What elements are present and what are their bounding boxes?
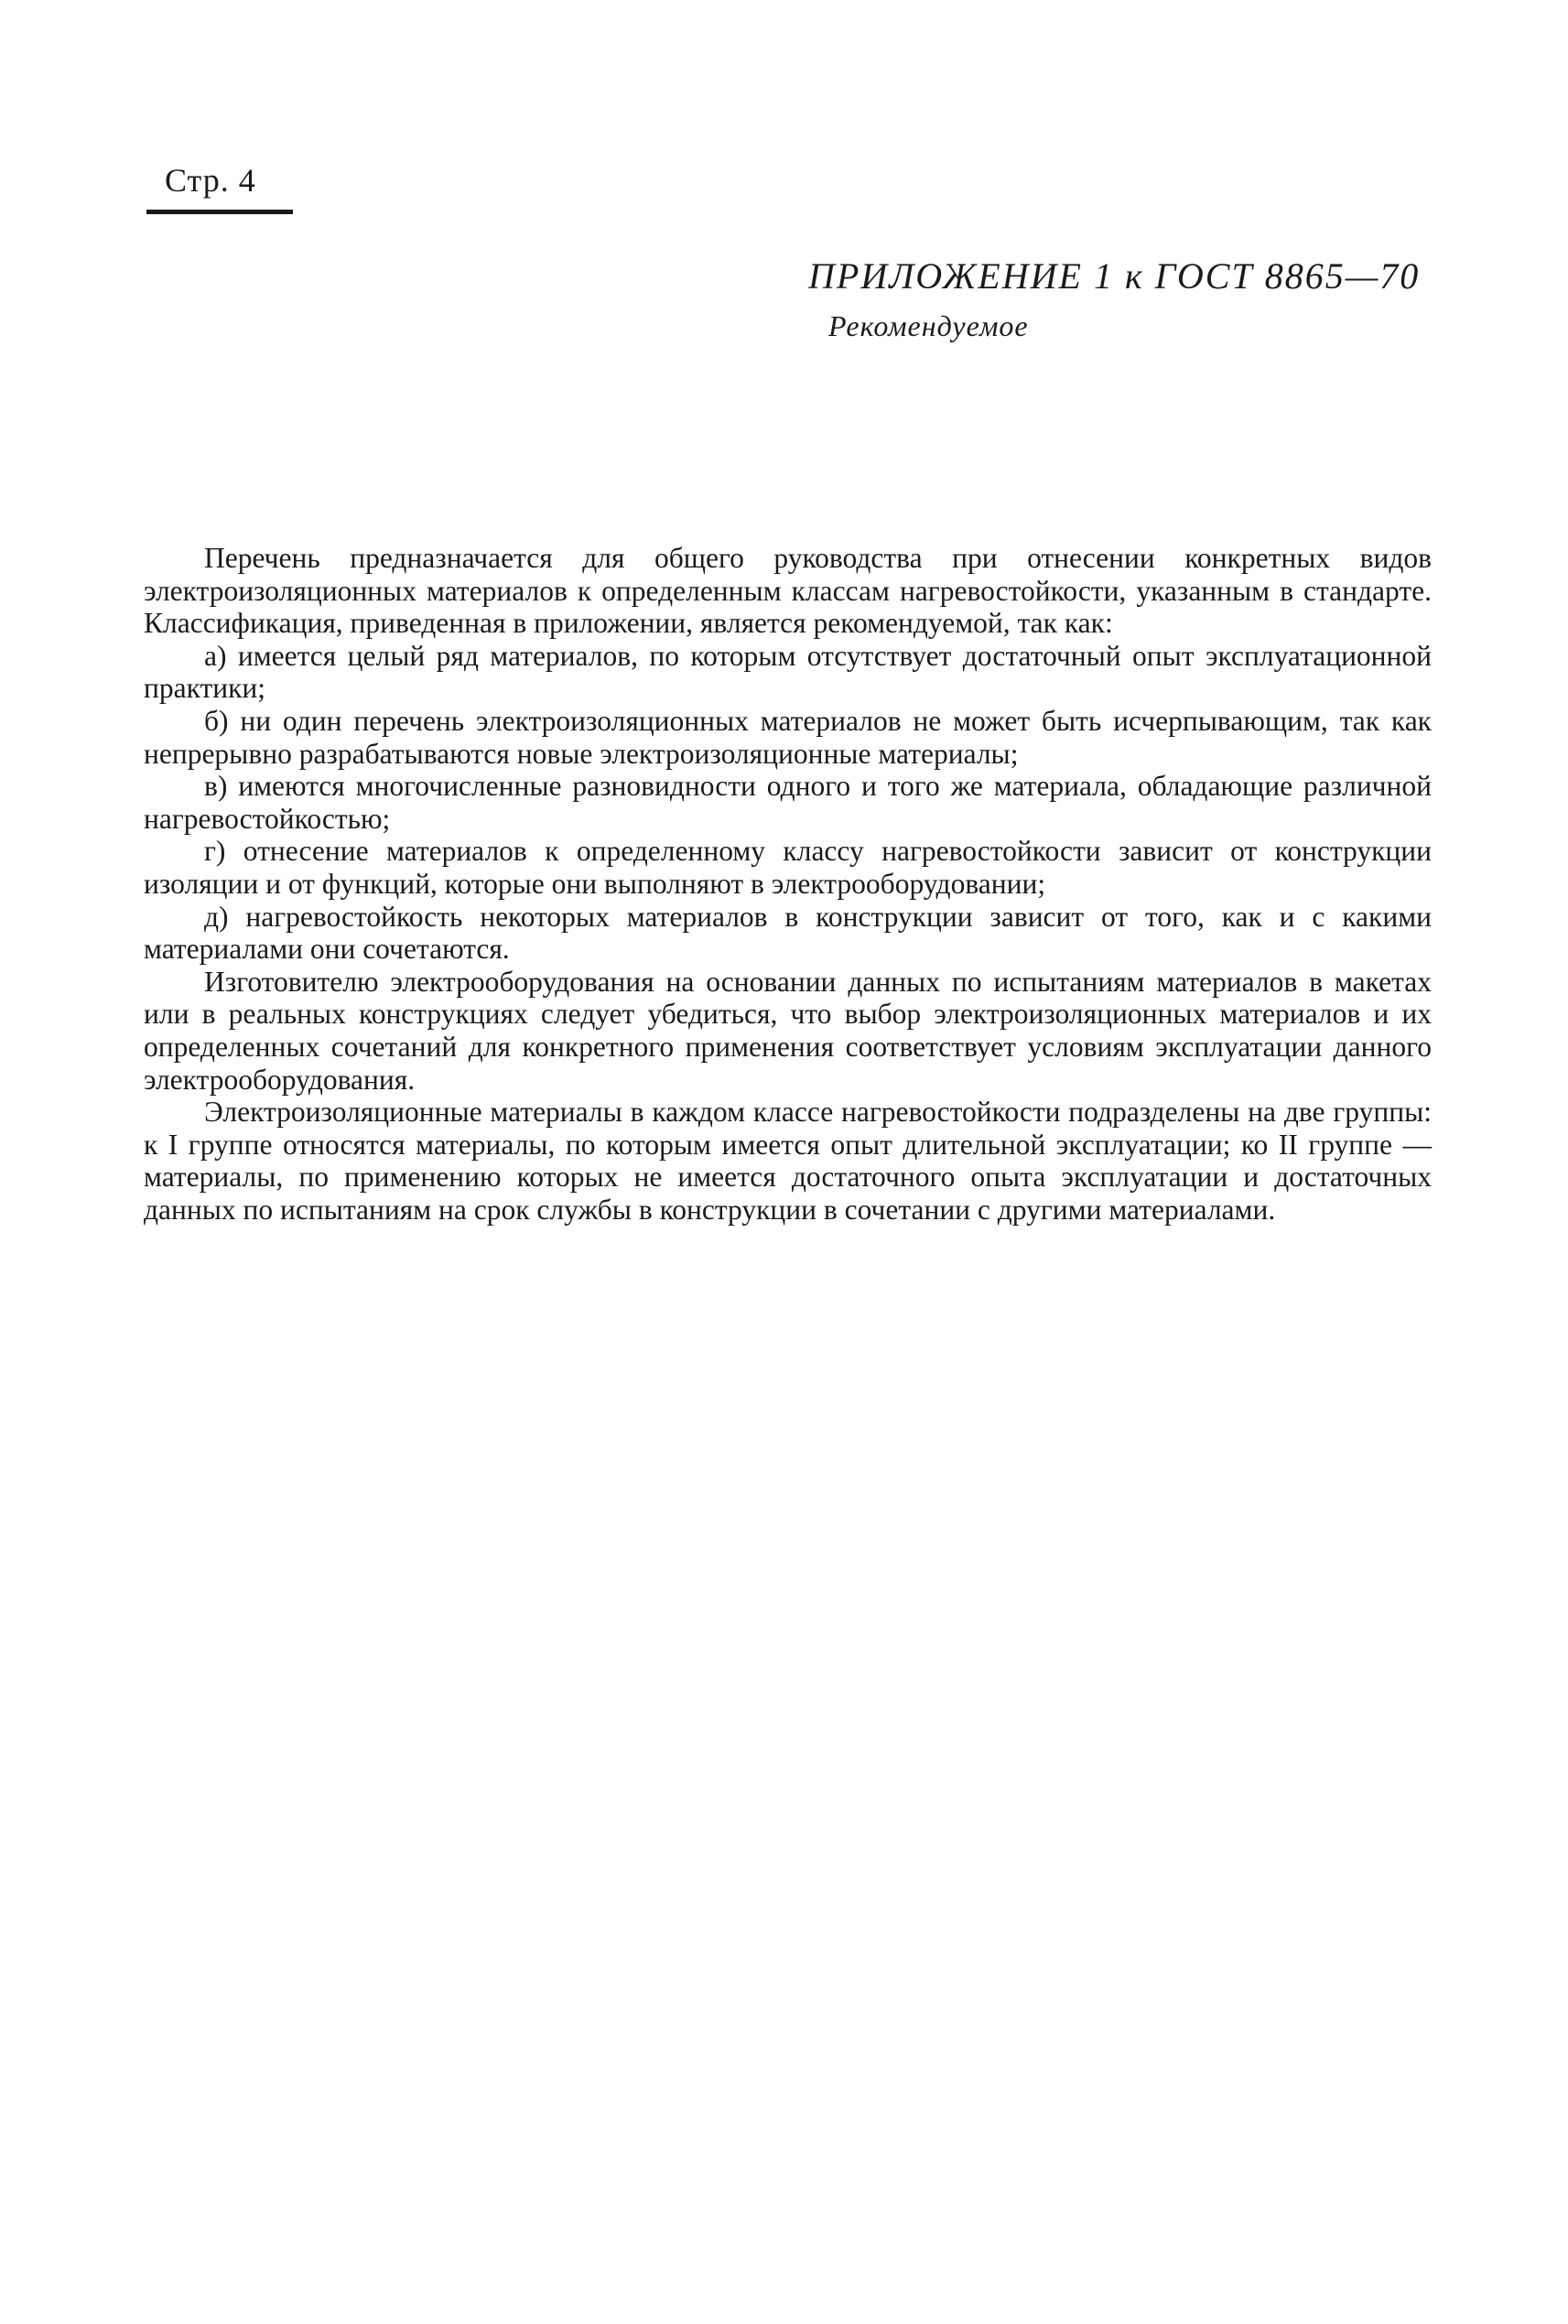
list-item-b: б) ни один перечень электроизоляционных материалов не может быть исчерпывающим, так как непрерывно разрабатываются новые электроизоляционные материалы; (144, 704, 1432, 770)
list-item-v: в) имеются многочисленные разновидности одного и того же материала, обладающие различной нагревостойкостью; (144, 770, 1432, 835)
list-item-d: д) нагревостойкость некоторых материалов в конструкции зависит от того, как и с какими материалами они сочетаются. (144, 900, 1432, 966)
list-item-g: г) отнесение материалов к определенному классу нагревостойкости зависит от конструкции изоляции и от функций, которые они выполняют в электрооборудовании; (144, 835, 1432, 900)
page-number-underline (146, 210, 293, 214)
appendix-title: ПРИЛОЖЕНИЕ 1 к ГОСТ 8865—70 (808, 255, 1421, 297)
list-item-a: а) имеется целый ряд материалов, по которым отсутствует достаточный опыт эксплуатационной практики; (144, 639, 1432, 705)
body-text (144, 542, 1432, 1226)
page-number: Стр. 4 (165, 162, 256, 199)
paragraph-manufacturer: Изготовителю электрооборудования на основании данных по испытаниям материалов в макетах или в реальных конструкциях следует убедиться, что выбор электроизоляционных материалов и их определенных сочетаний для конкретного применения соответствует условиям эксплуатации данного электрооборудования. (144, 965, 1432, 1096)
appendix-subtitle: Рекомендуемое (828, 309, 1029, 342)
paragraph-groups: Электроизоляционные материалы в каждом классе нагревостойкости подразделены на две группы: к I группе относятся материалы, по которым имеется опыт длительной эксплуатации; ко II группе — материалы, по применению которых не имеется достаточного опыта эксплуатации и достаточных данных по испытаниям на срок службы в конструкции в сочетании с другими материалами. (144, 1096, 1432, 1226)
paragraph-intro: Перечень предназначается для общего руководства при отнесении конкретных видов электроизоляционных материалов к определенным классам нагревостойкости, указанным в стандарте. Классификация, приведенная в приложении, является рекомендуемой, так как: (144, 542, 1432, 640)
